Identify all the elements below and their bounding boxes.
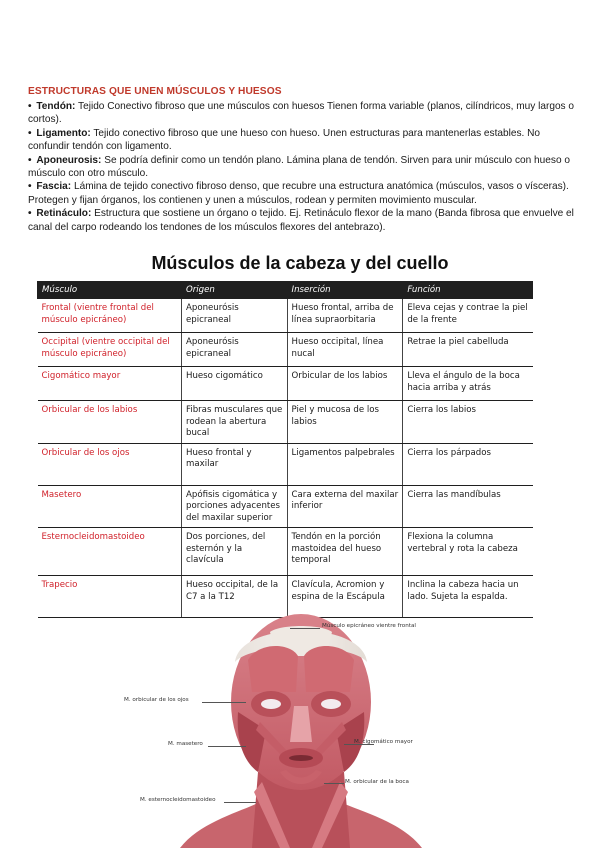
table-row bbox=[38, 485, 533, 528]
cell-musculo: Frontal (vientre frontal del músculo epicráneo) bbox=[38, 299, 182, 333]
header-origen: Origen bbox=[181, 282, 287, 299]
header-insercion: Inserción bbox=[287, 282, 403, 299]
cell-musculo: Esternocleidomastoideo bbox=[38, 528, 182, 576]
cell-insercion: Clavícula, Acromion y espina de la Escápula bbox=[287, 576, 403, 618]
header-musculo: Músculo bbox=[38, 282, 182, 299]
cell-musculo: Cigomático mayor bbox=[38, 367, 182, 401]
muscles-table bbox=[37, 281, 533, 618]
cell-funcion: Lleva el ángulo de la boca hacia arriba y atrás bbox=[403, 367, 533, 401]
cell-musculo: Orbicular de los labios bbox=[38, 401, 182, 444]
definition-aponeurosis: • Aponeurosis: Se podría definir como un tendón plano. Lámina plana de tendón. Sirven para unir músculo con hueso o músculo con otro músculo. bbox=[28, 154, 570, 180]
head-muscles-drawing bbox=[140, 612, 460, 848]
table-row bbox=[38, 299, 533, 333]
table-header-row bbox=[38, 282, 533, 299]
cell-origen: Dos porciones, del esternón y la clavícula bbox=[181, 528, 287, 576]
label-orbicular-boca: M. orbicular de la boca bbox=[345, 779, 409, 785]
cell-musculo: Masetero bbox=[38, 485, 182, 528]
cell-insercion: Hueso occipital, línea nucal bbox=[287, 333, 403, 367]
cell-funcion: Cierra las mandíbulas bbox=[403, 485, 533, 528]
cell-insercion: Cara externa del maxilar inferior bbox=[287, 485, 403, 528]
cell-musculo: Occipital (vientre occipital del músculo epicráneo) bbox=[38, 333, 182, 367]
table-row bbox=[38, 443, 533, 485]
leader-line bbox=[324, 783, 344, 784]
leader-line bbox=[208, 746, 246, 747]
table-title: Músculos de la cabeza y del cuello bbox=[151, 253, 449, 273]
definition-fascia: • Fascia: Lámina de tejido conectivo fibroso denso, que recubre una estructura anatómica (músculos, vasos o vísceras). Protegen y fijan órganos, los contienen y unen a músculos, rodean y permiten movimiento muscular. bbox=[28, 181, 569, 206]
cell-insercion: Ligamentos palpebrales bbox=[287, 443, 403, 485]
section-title: ESTRUCTURAS QUE UNEN MÚSCULOS Y HUESOS bbox=[28, 86, 282, 97]
label-orbicular-ojos: M. orbicular de los ojos bbox=[124, 697, 189, 703]
cell-origen: Hueso frontal y maxilar bbox=[181, 443, 287, 485]
table-row bbox=[38, 528, 533, 576]
cell-funcion: Cierra los labios bbox=[403, 401, 533, 444]
header-funcion: Función bbox=[403, 282, 533, 299]
cell-musculo: Orbicular de los ojos bbox=[38, 443, 182, 485]
cell-funcion: Eleva cejas y contrae la piel de la frente bbox=[403, 299, 533, 333]
leader-line bbox=[224, 802, 256, 803]
cell-funcion: Flexiona la columna vertebral y rota la cabeza bbox=[403, 528, 533, 576]
definition-tendon: • Tendón: Tejido Conectivo fibroso que une músculos con huesos Tienen forma variable (planos, cilíndricos, muy largos o cortos). bbox=[28, 101, 575, 126]
cell-funcion: Cierra los párpados bbox=[403, 443, 533, 485]
definition-retinaculo: • Retináculo: Estructura que sostiene un órgano o tejido. Ej. Retináculo flexor de la mano (Banda fibrosa que envuelve el canal del carpo rodeando los tendones de los músculos flexores del antebrazo). bbox=[28, 208, 574, 233]
definitions-section bbox=[28, 86, 576, 234]
head-muscles-illustration bbox=[124, 612, 460, 848]
label-masetero: M. masetero bbox=[168, 741, 203, 747]
leader-line bbox=[290, 628, 320, 629]
leader-line bbox=[202, 702, 246, 703]
cell-funcion: Retrae la piel cabelluda bbox=[403, 333, 533, 367]
cell-origen: Hueso occipital, de la C7 a la T12 bbox=[181, 576, 287, 618]
cell-insercion: Tendón en la porción mastoidea del hueso temporal bbox=[287, 528, 403, 576]
cell-origen: Aponeurósis epicraneal bbox=[181, 333, 287, 367]
cell-musculo: Trapecio bbox=[38, 576, 182, 618]
cell-insercion: Hueso frontal, arriba de línea supraorbitaria bbox=[287, 299, 403, 333]
cell-origen: Aponeurósis epicraneal bbox=[181, 299, 287, 333]
label-cigomatico: M. cigomático mayor bbox=[354, 739, 413, 745]
cell-insercion: Piel y mucosa de los labios bbox=[287, 401, 403, 444]
definition-ligamento: • Ligamento: Tejido conectivo fibroso que une hueso con hueso. Unen estructuras para mantenerlas estables. No confundir tendón con ligamento. bbox=[28, 127, 541, 153]
label-frontal: Músculo epicráneo vientre frontal bbox=[322, 623, 416, 629]
cell-funcion: Inclina la cabeza hacia un lado. Sujeta la espalda. bbox=[403, 576, 533, 618]
table-row bbox=[38, 401, 533, 444]
table-row bbox=[38, 367, 533, 401]
table-row bbox=[38, 333, 533, 367]
cell-origen: Apófisis cigomática y porciones adyacentes del maxilar superior bbox=[181, 485, 287, 528]
label-esternocleidomastoideo: M. esternocleidomastoideo bbox=[140, 797, 216, 803]
cell-insercion: Orbicular de los labios bbox=[287, 367, 403, 401]
cell-origen: Fibras musculares que rodean la abertura bucal bbox=[181, 401, 287, 444]
cell-origen: Hueso cigomático bbox=[181, 367, 287, 401]
